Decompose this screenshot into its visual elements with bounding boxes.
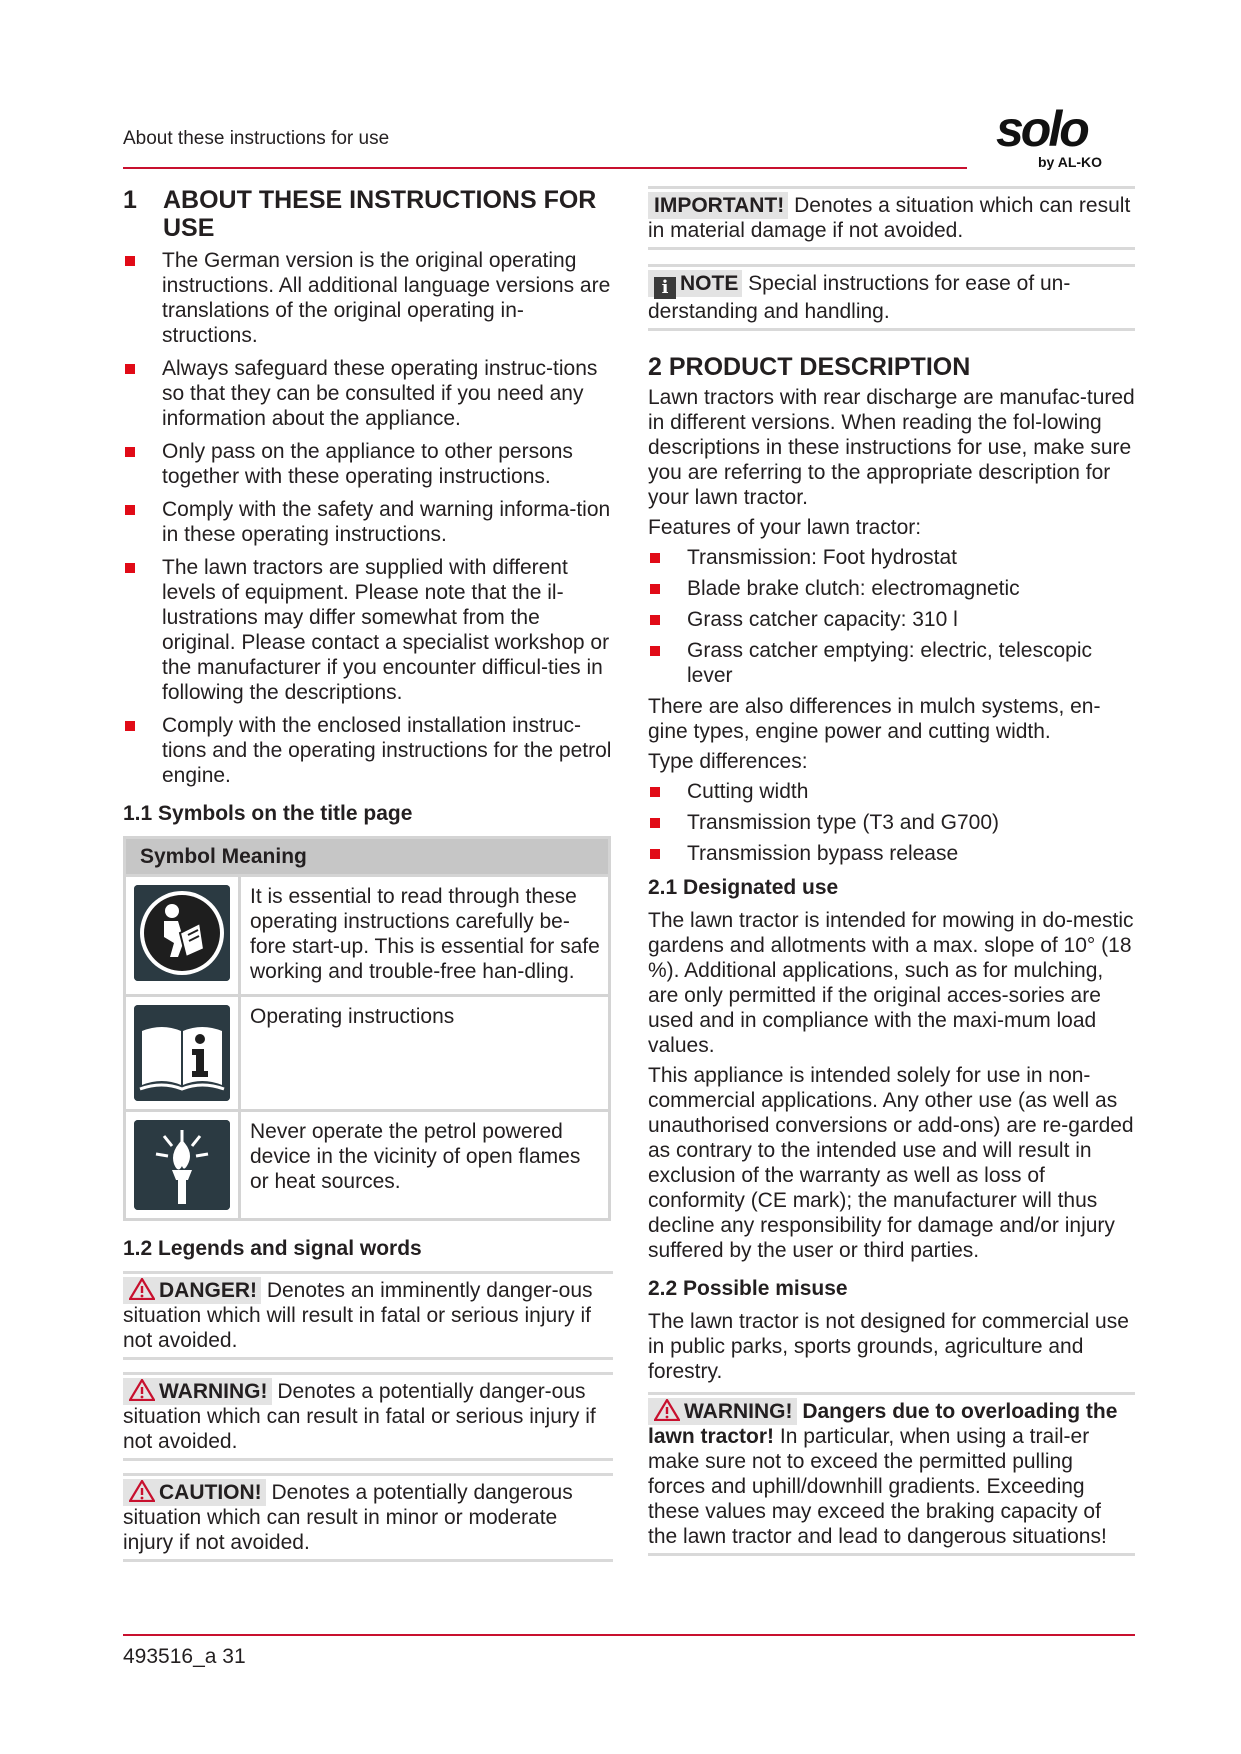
warning-triangle-icon (129, 1480, 155, 1502)
logo-wordmark: solo (996, 101, 1087, 157)
section-2-intro: Lawn tractors with rear discharge are manufac-tured in different versions. When reading the fol-lowing descriptions in these instructions for use, make sure you are referring to the appropriate description for your lawn tractor. (648, 386, 1135, 509)
list-item-text: Transmission bypass release (687, 842, 959, 865)
section-1-1-heading: 1.1 Symbols on the title page (123, 802, 413, 825)
table-header: Symbol Meaning (125, 838, 610, 876)
table-row (125, 876, 610, 996)
features-label: Features of your lawn tractor: (648, 516, 922, 539)
list-item (123, 439, 613, 489)
list-item-text: The lawn tractors are supplied with different levels of equipment. Please note that the il-lustrations may differ somewhat from the original. Please contact a specialist workshop or the manufacturer if you encounter difficul-ties in following the descriptions. (162, 556, 610, 704)
bullet-square-icon (125, 447, 135, 457)
signal-text: Denotes an imminently danger-ous situation which will result in fatal or serious injury if not avoided. (123, 1279, 593, 1352)
signal-tag (648, 270, 742, 297)
info-icon: i (654, 277, 676, 299)
signal-word: CAUTION! (159, 1481, 262, 1504)
warning-triangle-icon (129, 1278, 155, 1300)
list-item (123, 497, 613, 547)
misuse-p1: The lawn tractor is not designed for commercial use in public parks, sports grounds, agriculture and forestry. (648, 1310, 1129, 1383)
signal-text: Denotes a potentially dangerous situation which can result in minor or moderate injury if not avoided. (123, 1481, 573, 1554)
list-item (123, 356, 613, 431)
signal-tag (123, 1479, 266, 1506)
bullet-square-icon (650, 615, 660, 625)
caution-notice (123, 1473, 613, 1562)
list-item (123, 248, 613, 348)
bullet-square-icon (650, 646, 660, 656)
designated-use-p2: This appliance is intended solely for use in non-commercial applications. Any other use (as well as unauthorised conversions or add-ons) are re-garded as contrary to the intended use and will result in exclusion of the warranty as well as loss of conformity (CE mark); the manufacturer will thus decline any responsibility for damage and/or injury suffered by the user or third parties. (648, 1064, 1134, 1262)
warning-triangle-icon (654, 1399, 680, 1421)
list-item (648, 810, 1135, 835)
differences-text: There are also differences in mulch systems, en-gine types, engine power and cutting width. (648, 695, 1101, 743)
header-divider (123, 167, 967, 169)
section-number: 2 (648, 353, 662, 381)
list-item-text: Comply with the enclosed installation instruc-tions and the operating instructions for the petrol engine. (162, 714, 612, 787)
signal-word: WARNING! (684, 1400, 793, 1423)
warning-notice (123, 1372, 613, 1461)
section-1-2-heading: 1.2 Legends and signal words (123, 1237, 422, 1260)
overload-warning-notice (648, 1392, 1135, 1556)
signal-text: In particular, when using a trail-er make sure not to exceed the permitted pulling forces and uphill/downhill gradients. Exceeding these values may exceed the braking capacity of the lawn tractor and lead to dangerous situations! (648, 1425, 1107, 1548)
type-differences-label: Type differences: (648, 750, 808, 773)
list-item-text: Blade brake clutch: electromagnetic (687, 577, 1020, 600)
symbol-meaning: Operating instructions (240, 996, 610, 1111)
danger-notice (123, 1271, 613, 1360)
list-item (648, 841, 1135, 866)
section-2-heading (648, 353, 1135, 381)
section-2-2-heading: 2.2 Possible misuse (648, 1277, 848, 1300)
list-item (123, 713, 613, 788)
symbol-meaning: It is essential to read through these operating instructions carefully be-fore start-up. This is essential for safe working and trouble-free han-dling. (240, 876, 610, 996)
operating-instructions-icon (134, 1005, 230, 1101)
footer-divider (123, 1634, 1135, 1636)
list-item-text: Grass catcher emptying: electric, telescopic lever (687, 639, 1092, 687)
warning-triangle-icon (129, 1379, 155, 1401)
page-footer: 493516_a 31 (123, 1645, 246, 1668)
bullet-square-icon (125, 256, 135, 266)
logo-byline: by AL-KO (1038, 154, 1103, 170)
bullet-square-icon (125, 505, 135, 515)
list-item (648, 545, 1135, 570)
signal-word: DANGER! (159, 1279, 257, 1302)
list-item-text: Grass catcher capacity: 310 l (687, 608, 958, 631)
signal-text: Special instructions for ease of un-derstanding and handling. (648, 272, 1071, 323)
section-1-bullets (123, 248, 613, 788)
signal-tag (123, 1378, 272, 1405)
section-number: 1 (123, 186, 137, 214)
list-item (648, 638, 1135, 688)
signal-word: WARNING! (159, 1380, 268, 1403)
bullet-square-icon (125, 721, 135, 731)
signal-word: IMPORTANT! (648, 192, 788, 219)
bullet-square-icon (650, 553, 660, 563)
list-item-text: Cutting width (687, 780, 809, 803)
left-column (123, 186, 613, 1574)
right-column (648, 186, 1135, 1568)
list-item (648, 576, 1135, 601)
list-item-text: The German version is the original operating instructions. All additional language versions are translations of the original operating in-structions. (162, 249, 611, 347)
signal-tag (648, 1398, 797, 1425)
brand-logo (996, 101, 1126, 174)
designated-use-p1: The lawn tractor is intended for mowing in do-mestic gardens and allotments with a max. slope of 10° (18 %). Additional applications, such as for mulching, are only permitted if the original acces-sories are used and in compliance with the maxi-mum load values. (648, 909, 1134, 1057)
read-manual-icon (134, 885, 230, 981)
list-item-text: Transmission type (T3 and G700) (687, 811, 1000, 834)
list-item-text: Transmission: Foot hydrostat (687, 546, 957, 569)
signal-text: Denotes a potentially danger-ous situation which can result in fatal or serious injury if not avoided. (123, 1380, 596, 1453)
bullet-square-icon (650, 818, 660, 828)
section-title-line1: ABOUT THESE INSTRUCTIONS FOR (163, 186, 597, 214)
signal-tag (123, 1277, 261, 1304)
important-notice (648, 186, 1135, 250)
note-notice (648, 264, 1135, 331)
bullet-square-icon (650, 849, 660, 859)
section-2-1-heading: 2.1 Designated use (648, 876, 839, 899)
signal-text: Denotes a situation which can result in material damage if not avoided. (648, 194, 1131, 242)
signal-word: NOTE (680, 272, 739, 295)
no-open-flames-icon (134, 1120, 230, 1210)
symbols-table (123, 836, 611, 1221)
list-item (123, 555, 613, 705)
list-item (648, 779, 1135, 804)
bullet-square-icon (125, 563, 135, 573)
list-item-text: Comply with the safety and warning informa-tion in these operating instructions. (162, 498, 611, 546)
signal-bold-text: Dangers due to overloading the lawn tractor! (648, 1400, 1118, 1448)
table-row (125, 996, 610, 1111)
running-header: About these instructions for use (123, 128, 390, 149)
section-title: PRODUCT DESCRIPTION (668, 353, 971, 381)
symbol-meaning: Never operate the petrol powered device in the vicinity of open flames or heat sources. (240, 1111, 610, 1220)
list-item (648, 607, 1135, 632)
list-item-text: Only pass on the appliance to other persons together with these operating instructions. (162, 440, 573, 488)
features-list (648, 545, 1135, 688)
section-title-line2: USE (163, 214, 215, 242)
bullet-square-icon (650, 584, 660, 594)
table-row (125, 1111, 610, 1220)
type-differences-list (648, 779, 1135, 866)
list-item-text: Always safeguard these operating instruc-tions so that they can be consulted if you need any information about the appliance. (162, 357, 598, 430)
bullet-square-icon (650, 787, 660, 797)
section-1-heading (123, 186, 613, 242)
bullet-square-icon (125, 364, 135, 374)
